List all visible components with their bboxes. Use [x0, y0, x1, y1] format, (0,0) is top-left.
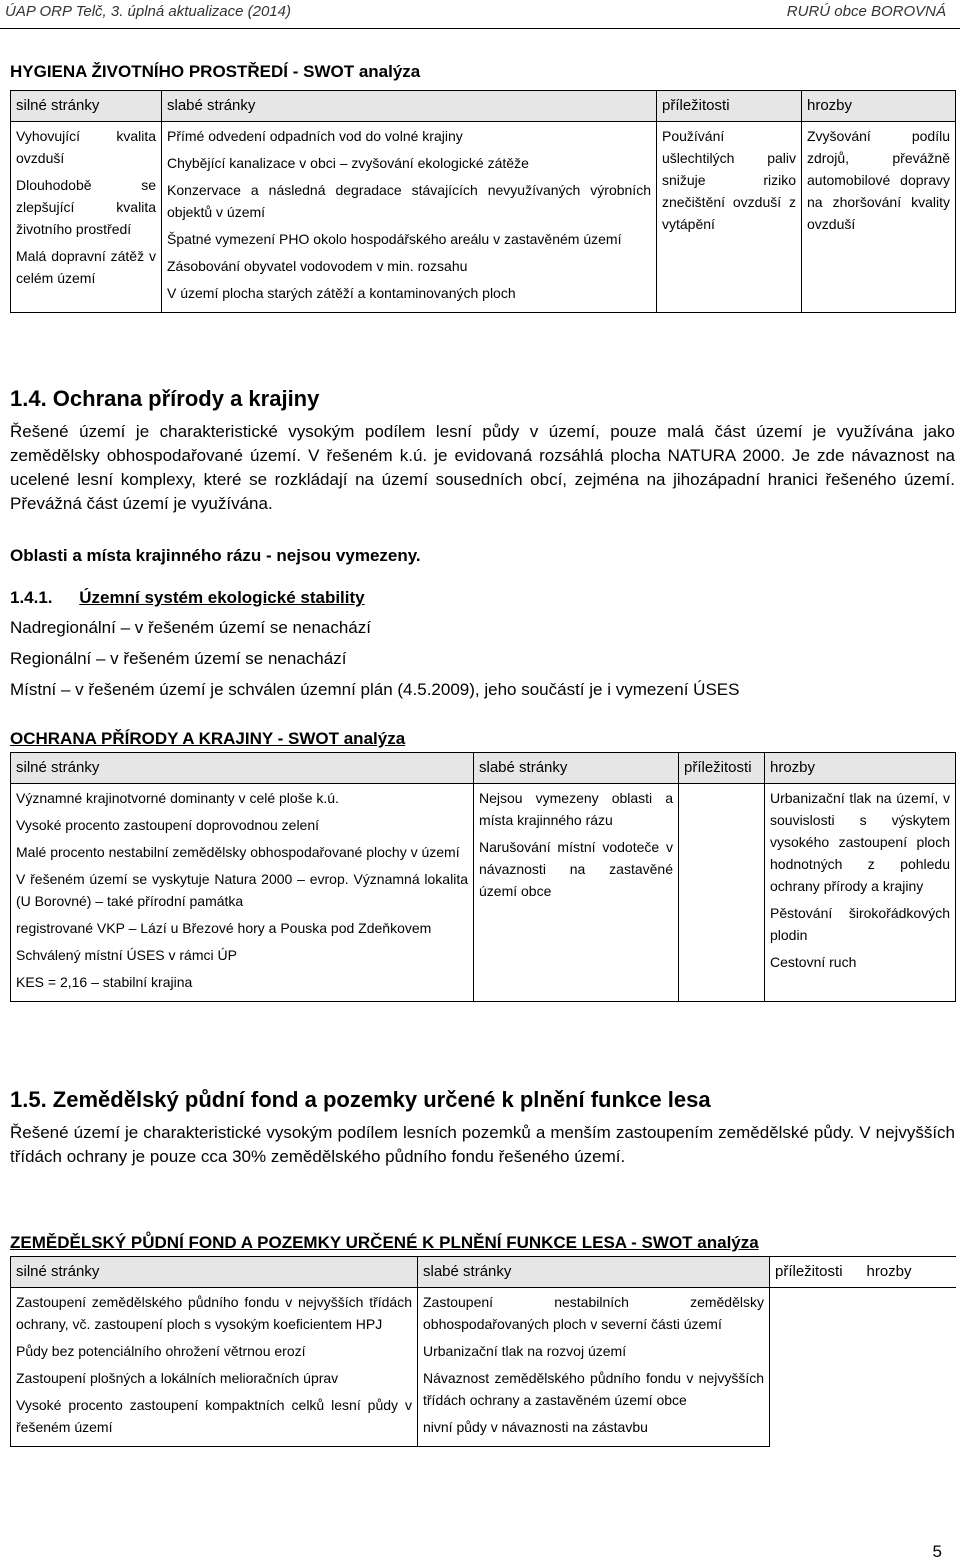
- subsection-number: 1.4.1.: [10, 588, 53, 607]
- page-header: [0, 0, 960, 29]
- list-item: Zastoupení zemědělského půdního fondu v nejvyšších třídách ochrany, vč. zastoupení ploch s vysokým koeficientem HPJ: [16, 1294, 412, 1332]
- opportunities-cell: [679, 784, 765, 1002]
- list-item: Urbanizační tlak na rozvoj území: [423, 1343, 627, 1359]
- swot-zpf: [10, 1233, 955, 1447]
- list-item: Zvyšování podílu zdrojů, převážně automobilové dopravy na zhoršování kvality ovzduší: [807, 128, 950, 232]
- section-1-4-paragraph: Řešené území je charakteristické vysokým podílem lesní půdy v území, pouze malá část území je využívána jako zemědělsky obhospodařované území. V řešeném k.ú. je evidovaná rozsáhlá plocha NATURA 2000. Je zde návaznost na ucelené lesní komplexy, které se rozkládají na území sousedních obcí, zejména na jihozápadní hranici řešeného území. Převážná část území je využívána.: [10, 422, 955, 513]
- subsection-1-4-1: [10, 586, 955, 610]
- weaknesses-cell: [474, 784, 679, 1002]
- list-item: Půdy bez potenciálního ohrožení větrnou erozí: [16, 1343, 306, 1359]
- swot-hygiena: [10, 62, 955, 313]
- col-threats: hrozby: [765, 753, 956, 784]
- subsection-title: Územní systém ekologické stability: [79, 588, 365, 607]
- list-item: Urbanizační tlak na území, v souvislosti s výskytem vysokého zastoupení ploch hodnotných z pohledu ochrany přírody a krajiny: [770, 790, 950, 894]
- list-item: Zásobování obyvatel vodovodem v min. rozsahu: [167, 258, 468, 274]
- list-item: nivní půdy v návaznosti na zástavbu: [423, 1419, 648, 1435]
- swot-hygiena-title: HYGIENA ŽIVOTNÍHO PROSTŘEDÍ - SWOT analýza: [10, 62, 421, 81]
- list-item: Konzervace a následná degradace stávajících nevyužívaných výrobních objektů v území: [167, 182, 651, 220]
- list-item: Malá dopravní zátěž v celém území: [16, 248, 156, 286]
- section-1-5-title: 1.5. Zemědělský půdní fond a pozemky určené k plnění funkce lesa: [10, 1087, 711, 1112]
- empty-cell: [770, 1288, 862, 1447]
- swot-ochrana: [10, 729, 955, 1002]
- header-left: ÚAP ORP Telč, 3. úplná aktualizace (2014): [5, 3, 291, 20]
- list-item: Používání ušlechtilých paliv snižuje riziko znečištění ovzduší z vytápění: [662, 128, 796, 232]
- list-item: Významné krajinotvorné dominanty v celé ploše k.ú.: [16, 790, 339, 806]
- col-strengths: silné stránky: [11, 91, 162, 122]
- swot-hygiena-table: [10, 90, 956, 313]
- swot-ochrana-title: OCHRANA PŘÍRODY A KRAJINY - SWOT analýza: [10, 729, 406, 748]
- list-item: Vysoké procento zastoupení kompaktních celků lesní půdy v řešeném území: [16, 1397, 412, 1435]
- header-right: RURÚ obce BOROVNÁ: [786, 3, 946, 20]
- col-weaknesses: slabé stránky: [418, 1257, 770, 1288]
- col-opportunities: příležitosti: [679, 753, 765, 784]
- list-item: Návaznost zemědělského půdního fondu v nejvyšších třídách ochrany a zastavěném území obce: [423, 1370, 764, 1408]
- uses-line: Místní – v řešeném území je schválen územní plán (4.5.2009), jeho součástí je i vymezení ÚSES: [10, 680, 740, 699]
- list-item: V řešeném území se vyskytuje Natura 2000 – evrop. Významná lokalita (U Borovné) – také přírodní památka: [16, 871, 468, 909]
- page-number: 5: [932, 1542, 942, 1561]
- swot-ochrana-table: [10, 752, 956, 1002]
- list-item: Malé procento nestabilní zemědělsky obhospodařované plochy v území: [16, 844, 460, 860]
- list-item: Zastoupení plošných a lokálních melioračních úprav: [16, 1370, 339, 1386]
- col-threats: hrozby: [802, 91, 956, 122]
- weaknesses-cell: [418, 1288, 770, 1447]
- swot-zpf-table: [10, 1256, 956, 1447]
- list-item: Pěstování širokořádkových plodin: [770, 905, 950, 943]
- list-item: V území plocha starých zátěží a kontaminovaných ploch: [167, 285, 516, 301]
- strengths-cell: [11, 784, 474, 1002]
- list-item: Vyhovující kvalita ovzduší: [16, 128, 156, 166]
- section-1-5: [10, 1087, 955, 1169]
- list-item: Špatné vymezení PHO okolo hospodářského areálu v zastavěném území: [167, 231, 622, 247]
- col-threats: hrozby: [862, 1257, 956, 1288]
- col-weaknesses: slabé stránky: [474, 753, 679, 784]
- section-1-4: [10, 386, 955, 702]
- list-item: Vysoké procento zastoupení doprovodnou zelení: [16, 817, 320, 833]
- col-strengths: silné stránky: [11, 1257, 418, 1288]
- strengths-cell: [11, 1288, 418, 1447]
- section-1-5-paragraph: Řešené území je charakteristické vysokým podílem lesních pozemků a menším zastoupením zemědělské půdy. V nejvyšších třídách ochrany je pouze cca 30% zemědělského půdního fondu řešeného území.: [10, 1123, 955, 1166]
- threats-cell: [765, 784, 956, 1002]
- swot-zpf-title: ZEMĚDĚLSKÝ PŮDNÍ FOND A POZEMKY URČENÉ K PLNĚNÍ FUNKCE LESA - SWOT analýza: [10, 1233, 759, 1252]
- list-item: Dlouhodobě se zlepšující kvalita životního prostředí: [16, 177, 156, 237]
- col-weaknesses: slabé stránky: [162, 91, 657, 122]
- list-item: Cestovní ruch: [770, 954, 857, 970]
- section-1-4-title: 1.4. Ochrana přírody a krajiny: [10, 386, 320, 411]
- uses-line: Regionální – v řešeném území se nenachází: [10, 649, 347, 668]
- list-item: Přímé odvedení odpadních vod do volné krajiny: [167, 128, 463, 144]
- krajinny-raz-note: Oblasti a místa krajinného rázu - nejsou vymezeny.: [10, 546, 421, 565]
- weaknesses-cell: [162, 122, 657, 313]
- strengths-cell: [11, 122, 162, 313]
- list-item: Narušování místní vodoteče v návaznosti na zastavěné území obce: [479, 839, 673, 899]
- list-item: Zastoupení nestabilních zemědělsky obhospodařovaných ploch v severní části území: [423, 1294, 764, 1332]
- threats-cell: [802, 122, 956, 313]
- list-item: Chybějící kanalizace v obci – zvyšování ekologické zátěže: [167, 155, 529, 171]
- empty-cell: [862, 1288, 956, 1447]
- list-item: Schválený místní ÚSES v rámci ÚP: [16, 947, 237, 963]
- col-strengths: silné stránky: [11, 753, 474, 784]
- col-opportunities: příležitosti: [657, 91, 802, 122]
- uses-line: Nadregionální – v řešeném území se nenachází: [10, 618, 371, 637]
- col-opportunities: příležitosti: [770, 1257, 862, 1288]
- list-item: KES = 2,16 – stabilní krajina: [16, 974, 193, 990]
- opportunities-cell: [657, 122, 802, 313]
- list-item: Nejsou vymezeny oblasti a místa krajinného rázu: [479, 790, 673, 828]
- list-item: registrované VKP – Lází u Březové hory a Pouska pod Zdeňkovem: [16, 920, 432, 936]
